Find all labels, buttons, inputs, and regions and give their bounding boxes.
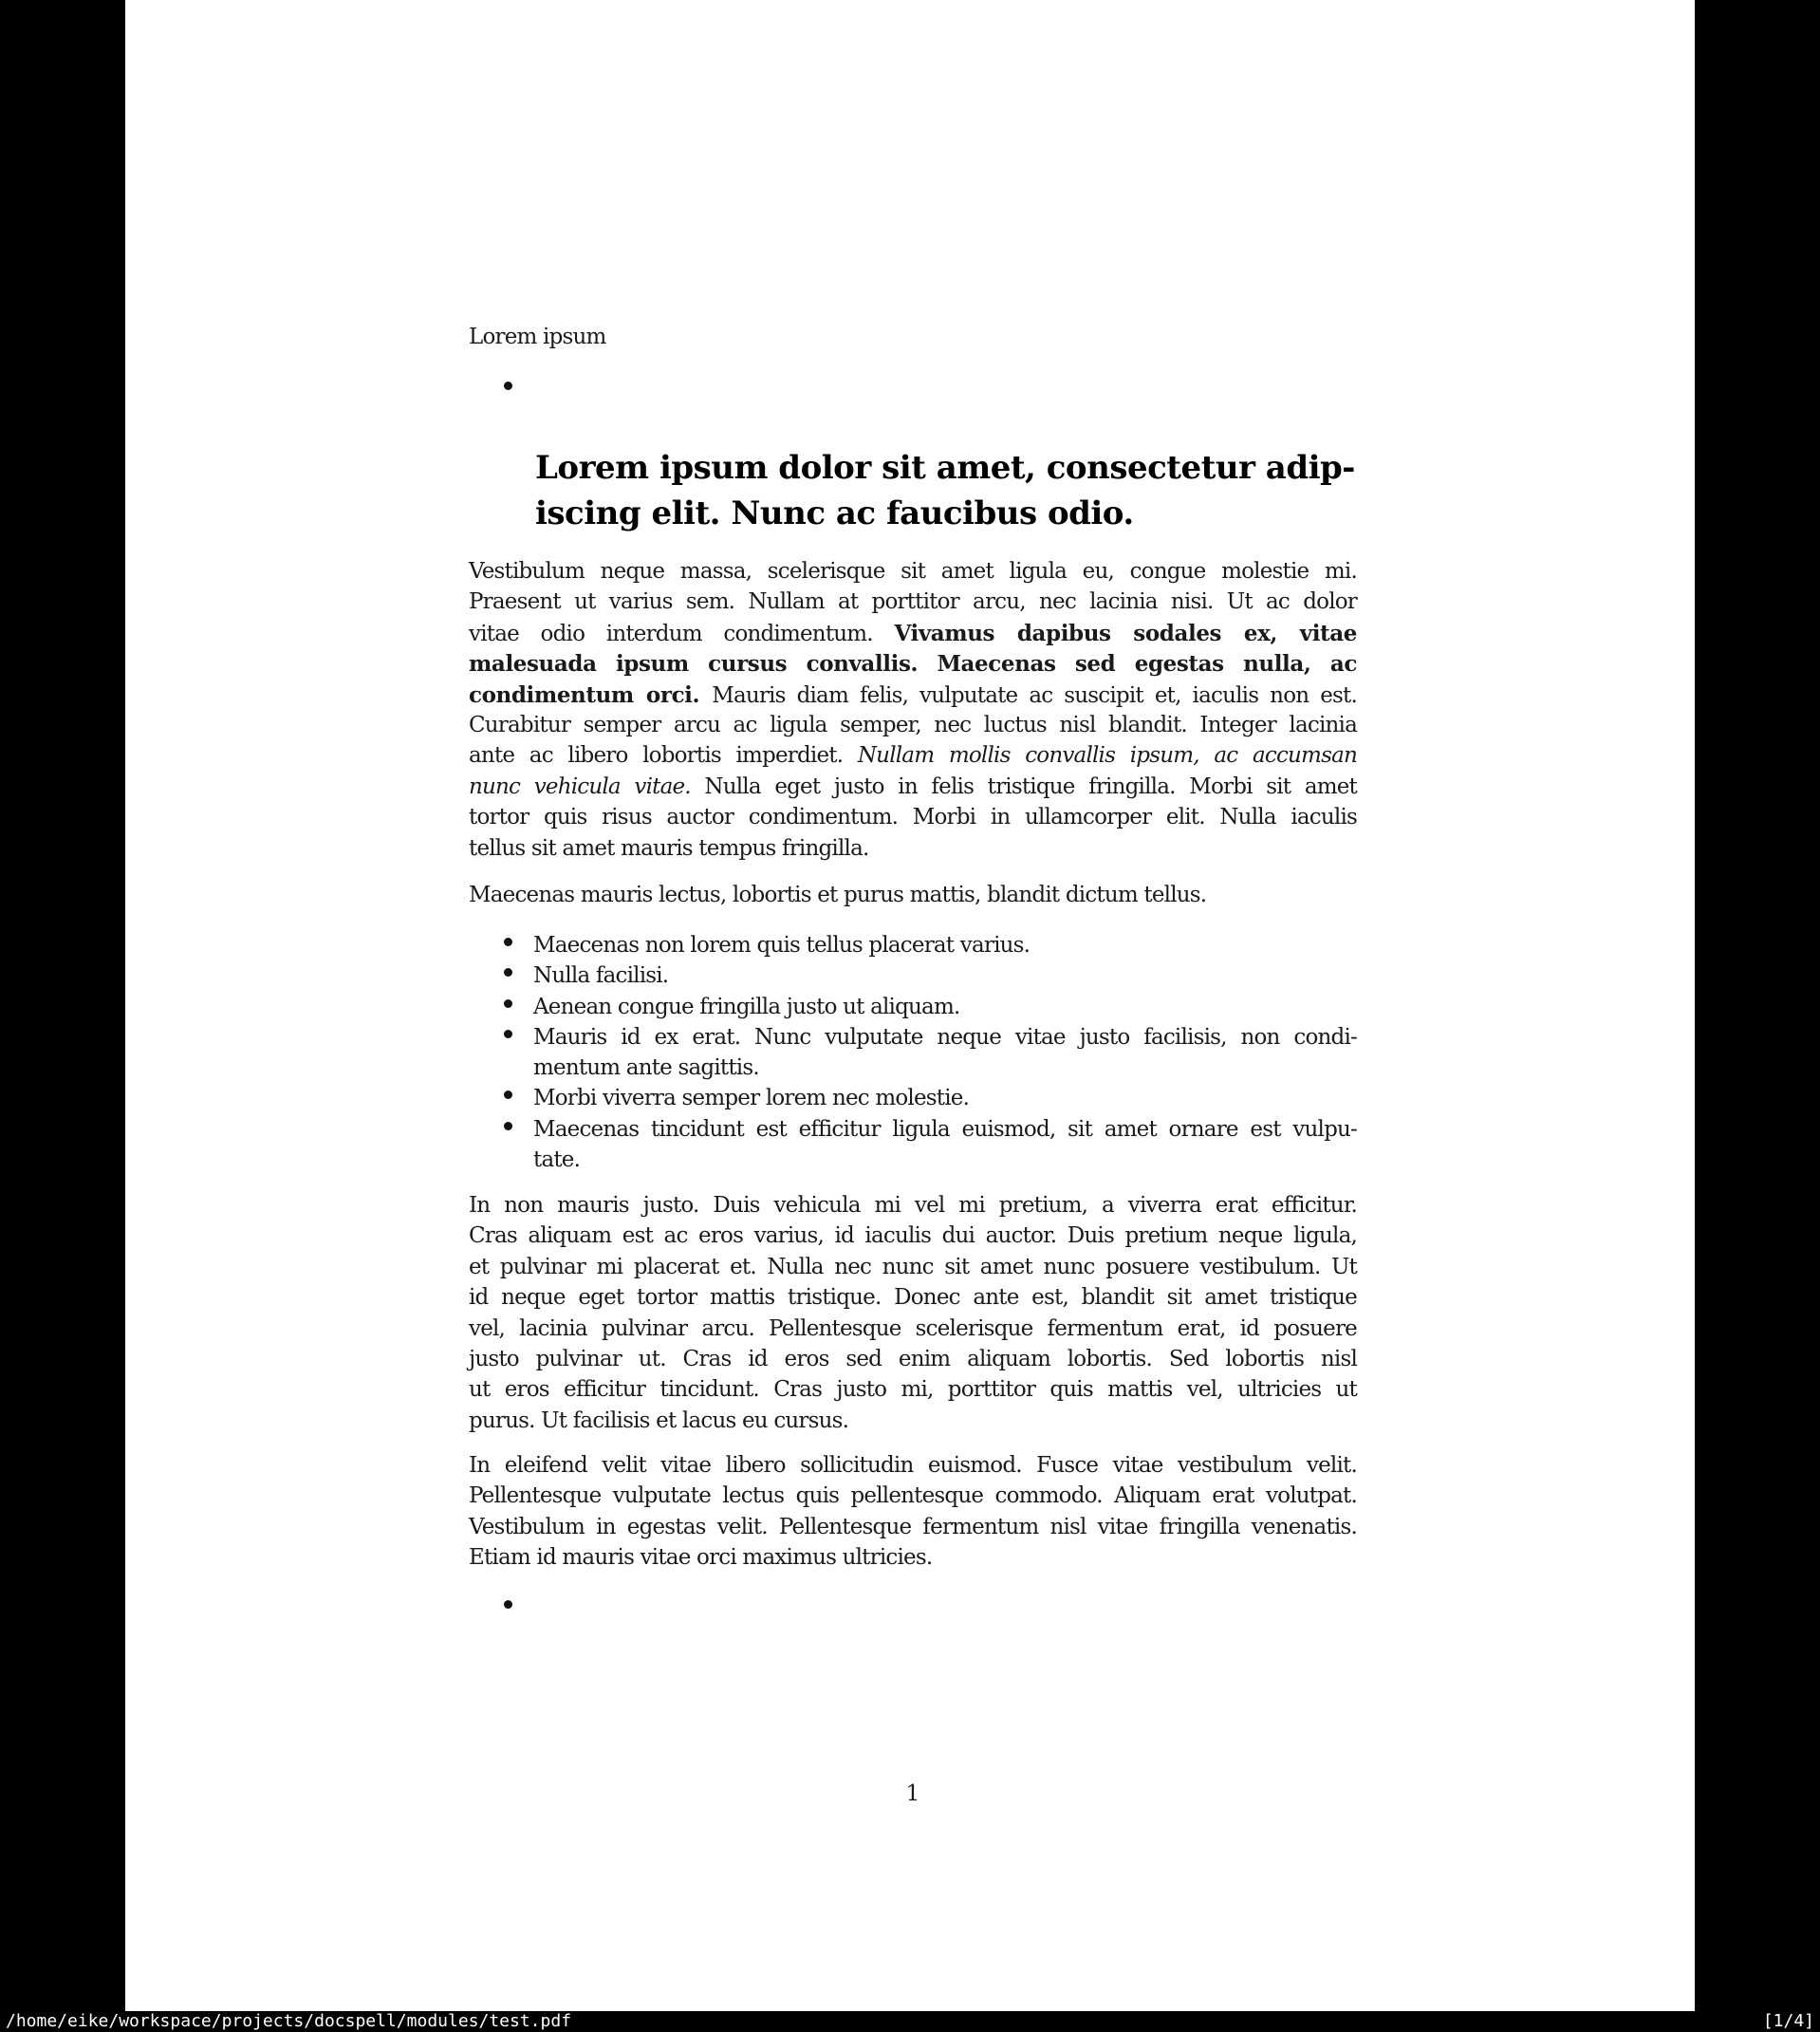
paragraph-3-line: purus. Ut facilisis et lacus eu cursus. [469, 1407, 849, 1433]
paragraph-1-line: nunc vehicula vitae. Nulla eget justo in felis tristique fringilla. Morbi sit amet [469, 774, 1357, 799]
pdf-page[interactable] [125, 0, 1695, 2011]
list-item-4-line: mentum ante sagittis. [533, 1055, 759, 1081]
paragraph-3-line: id neque eget tortor mattis tristique. Donec ante est, blandit sit amet tristique [469, 1285, 1357, 1311]
paragraph-2-intro: Maecenas mauris lectus, lobortis et purus mattis, blandit dictum tellus. [469, 883, 1207, 907]
paragraph-3-line: ut eros efficitur tincidunt. Cras justo mi, porttitor quis mattis vel, ultricies ut [469, 1377, 1357, 1403]
list-item-bullet [504, 968, 512, 977]
paragraph-3-line: vel, lacinia pulvinar arcu. Pellentesque scelerisque fermentum erat, id posuere [469, 1315, 1357, 1341]
paragraph-1-line: Curabitur semper arcu ac ligula semper, nec luctus nisl blandit. Integer lacinia [469, 713, 1357, 737]
list-item-1-line: Maecenas non lorem quis tellus placerat varius. [533, 933, 1031, 958]
paragraph-1-line: malesuada ipsum cursus convallis. Maecenas sed egestas nulla, ac [469, 651, 1357, 678]
section-heading-line-2: iscing elit. Nunc ac faucibus odio. [535, 494, 1134, 532]
paragraph-1-line: vitae odio interdum condimentum. Vivamus dapibus sodales ex, vitae [469, 620, 1357, 646]
paragraph-3-line: Cras aliquam est ac eros varius, id iaculis dui auctor. Duis pretium neque ligula, [469, 1223, 1357, 1249]
paragraph-1-line: Vestibulum neque massa, scelerisque sit amet ligula eu, congue molestie mi. [469, 559, 1357, 584]
list-item-6-line: tate. [533, 1147, 581, 1173]
paragraph-3-line: In non mauris justo. Duis vehicula mi vel mi pretium, a viverra erat efficitur. [469, 1193, 1357, 1218]
paragraph-4-line: Etiam id mauris vitae orci maximus ultricies. [469, 1545, 933, 1571]
list-item-bullet [504, 999, 512, 1008]
paragraph-4-line: Vestibulum in egestas velit. Pellentesque fermentum nisl vitae fringilla venenatis. [469, 1514, 1357, 1539]
list-item-bullet [504, 1091, 512, 1099]
statusbar [0, 2011, 1820, 2032]
statusbar-filepath: /home/eike/workspace/projects/docspell/modules/test.pdf [6, 2011, 572, 2031]
paragraph-4-line: In eleifend velit vitae libero sollicitudin euismod. Fusce vitae vestibulum velit. [469, 1453, 1357, 1478]
paragraph-1-line: ante ac libero lobortis imperdiet. Nullam mollis convallis ipsum, ac accumsan [469, 743, 1357, 769]
paragraph-1-line: Praesent ut varius sem. Nullam at porttitor arcu, nec lacinia nisi. Ut ac dolor [469, 589, 1357, 615]
intro-text: Lorem ipsum [469, 325, 606, 349]
page-number: 1 [905, 1781, 920, 1806]
list-item-bullet [504, 938, 512, 946]
section-heading-line-1: Lorem ipsum dolor sit amet, consectetur adip- [535, 449, 1355, 487]
paragraph-1-line: tellus sit amet mauris tempus fringilla. [469, 835, 869, 861]
list-item-bullet [504, 1030, 512, 1038]
empty-list-bullet [504, 1600, 512, 1609]
list-item-3-line: Aenean congue fringilla justo ut aliquam. [533, 995, 960, 1019]
paragraph-3-line: justo pulvinar ut. Cras id eros sed enim aliquam lobortis. Sed lobortis nisl [469, 1347, 1357, 1371]
paragraph-3-line: et pulvinar mi placerat et. Nulla nec nunc sit amet nunc posuere vestibulum. Ut [469, 1254, 1357, 1279]
list-item-bullet [504, 1122, 512, 1130]
paragraph-1-line: tortor quis risus auctor condimentum. Morbi in ullamcorper elit. Nulla iaculis [469, 805, 1357, 830]
list-item-2-line: Nulla facilisi. [533, 963, 669, 988]
paragraph-1-line: condimentum orci. Mauris diam felis, vulputate ac suscipit et, iaculis non est. [469, 681, 1357, 708]
paragraph-4-line: Pellentesque vulputate lectus quis pellentesque commodo. Aliquam erat volutpat. [469, 1483, 1357, 1509]
list-item-4-line: Mauris id ex erat. Nunc vulputate neque vitae justo facilisis, non condi- [533, 1025, 1357, 1050]
list-item-6-line: Maecenas tincidunt est efficitur ligula euismod, sit amet ornare est vulpu- [533, 1117, 1357, 1142]
statusbar-page-indicator: [1/4] [1762, 2011, 1814, 2031]
empty-list-bullet [504, 382, 512, 390]
list-item-5-line: Morbi viverra semper lorem nec molestie. [533, 1086, 970, 1110]
